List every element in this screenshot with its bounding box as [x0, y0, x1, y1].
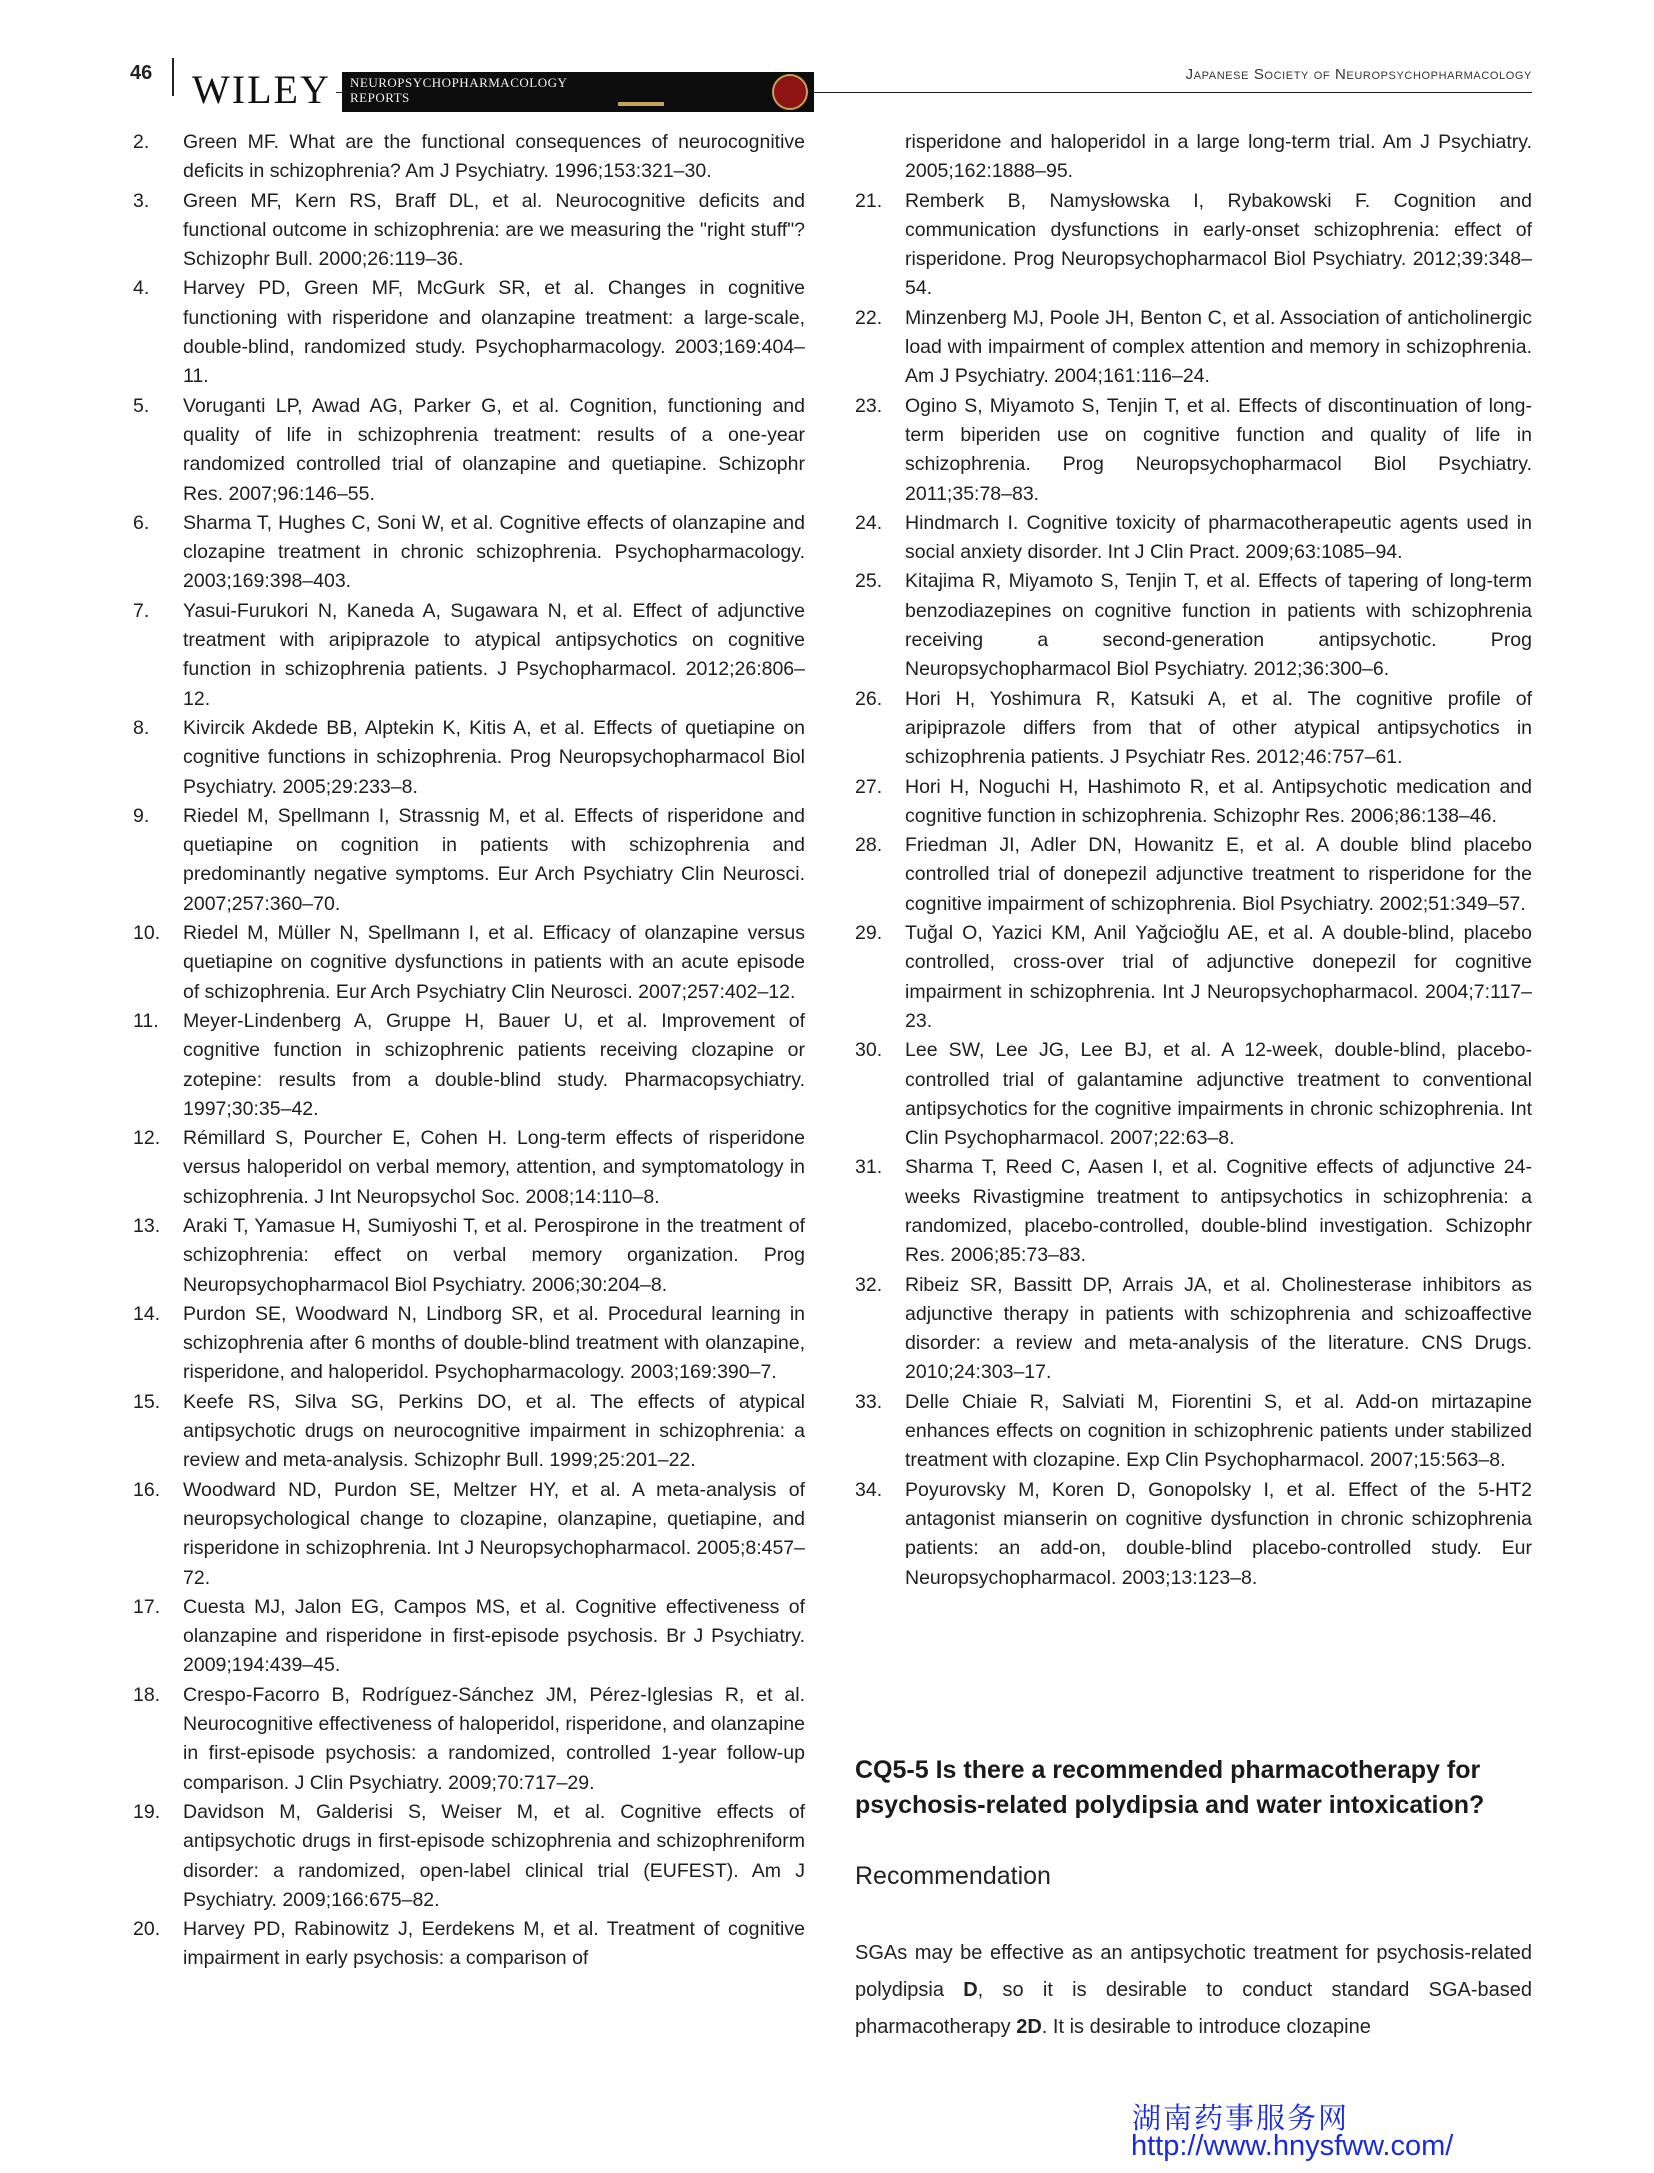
reference-item [855, 685, 1532, 773]
reference-number: 9. [133, 804, 150, 827]
page-header [130, 58, 1532, 118]
reference-text: Green MF, Kern RS, Braff DL, et al. Neurocognitive deficits and functional outcome in schizophrenia: are we measuring the "right stuff"? Schizophr Bull. 2000;26:119–36. [183, 189, 805, 271]
reference-text: Sharma T, Reed C, Aasen I, et al. Cognitive effects of adjunctive 24-weeks Rivastigmine treatment to antipsychotics in schizophrenia: a randomized, placebo-controlled, double-blind investigation. Schizophr Res. 2006;85:73–83. [905, 1156, 1532, 1267]
recommendation-text-part1: SGAs may be effective as an antipsychotic treatment for psychosis-related polydipsia [855, 1942, 1532, 2001]
reference-item [133, 128, 805, 187]
reference-number: 8. [133, 716, 150, 739]
reference-item [133, 714, 805, 802]
reference-text: Meyer-Lindenberg A, Gruppe H, Bauer U, et al. Improvement of cognitive function in schizophrenic patients receiving clozapine or zotepine: results from a double-blind study. Pharmacopsychiatry. 1997;30:35–42. [183, 1009, 805, 1120]
reference-item [133, 919, 805, 1007]
reference-item [133, 1476, 805, 1593]
watermark-chinese: 湖南药事服务网 [1132, 2101, 1350, 2135]
reference-number: 21. [855, 189, 883, 212]
society-seal-icon [772, 74, 808, 110]
reference-text: Riedel M, Müller N, Spellmann I, et al. Efficacy of olanzapine versus quetiapine on cognitive dysfunctions in patients with an acute episode of schizophrenia. Eur Arch Psychiatry Clin Neurosci. 2007;257:402–12. [183, 922, 805, 1003]
reference-item [133, 1915, 805, 1974]
reference-text: Friedman JI, Adler DN, Howanitz E, et al. A double blind placebo controlled trial of donepezil adjunctive treatment to risperidone for the cognitive impairment of schizophrenia. Biol Psychiatry. 2002;51:349–57. [905, 834, 1532, 915]
reference-number: 22. [855, 306, 883, 329]
reference-continuation: risperidone and haloperidol in a large long-term trial. Am J Psychiatry. 2005;162:1888–95. [905, 131, 1532, 183]
reference-text: Voruganti LP, Awad AG, Parker G, et al. Cognition, functioning and quality of life in schizophrenia treatment: results of a one-year randomized controlled trial of olanzapine and quetiapine. Schizophr Res. 2007;96:146–55. [183, 394, 805, 505]
recommendation-grade: 2D [1016, 2016, 1042, 2038]
reference-text: Sharma T, Hughes C, Soni W, et al. Cognitive effects of olanzapine and clozapine treatment in chronic schizophrenia. Psychopharmacology. 2003;169:398–403. [183, 511, 805, 593]
references-left-column [133, 128, 805, 1974]
reference-item [855, 304, 1532, 392]
reference-number: 18. [133, 1683, 161, 1706]
reference-number: 17. [133, 1595, 161, 1618]
reference-text: Ribeiz SR, Bassitt DP, Arrais JA, et al. Cholinesterase inhibitors as adjunctive therapy in patients with schizophrenia and schizoaffective disorder: a review and meta-analysis of the literature. CNS Drugs. 2010;24:303–17. [905, 1273, 1532, 1384]
reference-item [133, 274, 805, 391]
recommendation-text-part3: . It is desirable to introduce clozapine [1041, 2016, 1371, 2038]
reference-item [855, 1153, 1532, 1270]
reference-number: 4. [133, 277, 150, 300]
publisher-logo: WILEY [192, 67, 331, 112]
reference-number: 3. [133, 189, 150, 212]
reference-text: Harvey PD, Rabinowitz J, Eerdekens M, et al. Treatment of cognitive impairment in early psychosis: a comparison of [183, 1918, 805, 1970]
reference-text: Delle Chiaie R, Salviati M, Fiorentini S, et al. Add-on mirtazapine enhances effects on cognition in schizophrenic patients under stabilized treatment with clozapine. Exp Clin Psychopharmacol. 2007;15:563–8. [905, 1390, 1532, 1472]
reference-number: 26. [855, 687, 883, 710]
reference-number: 11. [133, 1009, 159, 1032]
reference-item [133, 1798, 805, 1915]
references-right-list [855, 187, 1532, 1593]
reference-text: Harvey PD, Green MF, McGurk SR, et al. Changes in cognitive functioning with risperidone and olanzapine treatment: a large-scale, double-blind, randomized study. Psychopharmacology. 2003;169:404–11. [183, 277, 805, 388]
reference-text: Hindmarch I. Cognitive toxicity of pharmacotherapeutic agents used in social anxiety disorder. Int J Clin Pract. 2009;63:1085–94. [905, 511, 1532, 564]
watermark-url[interactable]: http://www.hnysfww.com/ [1131, 2130, 1454, 2162]
reference-number: 7. [133, 599, 150, 622]
reference-text: Woodward ND, Purdon SE, Meltzer HY, et al. A meta-analysis of neuropsychological change to clozapine, olanzapine, quetiapine, and risperidone in schizophrenia. Int J Neuropsychopharmacol. 2005;8:457–72. [183, 1478, 805, 1589]
reference-text: Lee SW, Lee JG, Lee BJ, et al. A 12-week, double-blind, placebo-controlled trial of galantamine adjunctive treatment to conventional antipsychotics for the cognitive impairments in chronic schizophrenia. Int Clin Psychopharmacol. 2007;22:63–8. [905, 1039, 1532, 1150]
reference-text: Purdon SE, Woodward N, Lindborg SR, et al. Procedural learning in schizophrenia after 6 months of double-blind treatment with olanzapine, risperidone, and haloperidol. Psychopharmacology. 2003;169:390–7. [183, 1302, 805, 1384]
journal-title [350, 75, 567, 105]
society-name: Japanese Society of Neuropsychopharmacology [1185, 66, 1532, 83]
reference-text: Ogino S, Miyamoto S, Tenjin T, et al. Effects of discontinuation of long-term biperiden use on cognitive function and quality of life in schizophrenia. Prog Neuropsychopharmacol Biol Psychiatry. 2011;35:78–83. [905, 394, 1532, 505]
reference-number: 19. [133, 1800, 161, 1823]
reference-item [133, 1124, 805, 1212]
reference-number: 5. [133, 394, 150, 417]
reference-number: 29. [855, 922, 883, 945]
recommendation-text-part2: , so it is desirable to conduct standard SGA-based pharmacotherapy [855, 1979, 1532, 2038]
reference-item [855, 187, 1532, 304]
reference-number: 16. [133, 1478, 161, 1501]
reference-number: 32. [855, 1273, 883, 1296]
reference-item [855, 1476, 1532, 1593]
reference-text: Remberk B, Namysłowska I, Rybakowski F. Cognition and communication dysfunctions in early-onset schizophrenia: effect of risperidone. Prog Neuropsychopharmacol Biol Psychiatry. 2012;39:348–54. [905, 189, 1532, 300]
reference-number: 10. [133, 922, 161, 945]
header-divider [172, 58, 174, 96]
reference-item [855, 1036, 1532, 1153]
journal-badge [342, 72, 814, 112]
evidence-grade: D [963, 1979, 978, 2001]
reference-text: Riedel M, Spellmann I, Strassnig M, et al. Effects of risperidone and quetiapine on cognition in patients with schizophrenia and predominantly negative symptoms. Eur Arch Psychiatry Clin Neurosci. 2007;257:360–70. [183, 804, 805, 915]
journal-title-line2: REPORTS [350, 90, 410, 105]
reference-number: 34. [855, 1478, 883, 1501]
journal-logo-bar [618, 102, 664, 106]
reference-item [133, 597, 805, 714]
reference-text: Cuesta MJ, Jalon EG, Campos MS, et al. Cognitive effectiveness of olanzapine and risperidone in first-episode psychosis. Br J Psychiatry. 2009;194:439–45. [183, 1595, 805, 1677]
reference-number: 14. [133, 1302, 161, 1325]
reference-number: 33. [855, 1390, 883, 1413]
reference-item [855, 1271, 1532, 1388]
page-number: 46 [130, 62, 153, 84]
reference-item [133, 1007, 805, 1124]
reference-number: 23. [855, 394, 883, 417]
reference-item [855, 773, 1532, 832]
section-title: CQ5-5 Is there a recommended pharmacotherapy for psychosis-related polydipsia and water intoxication? [855, 1756, 1485, 1819]
reference-number: 27. [855, 775, 883, 798]
reference-text: Hori H, Yoshimura R, Katsuki A, et al. The cognitive profile of aripiprazole differs from that of other atypical antipsychotics in schizophrenia patients. J Psychiatr Res. 2012;46:757–61. [905, 687, 1532, 769]
reference-item [133, 1681, 805, 1798]
reference-item [855, 567, 1532, 684]
reference-item [855, 509, 1532, 568]
reference-item [855, 919, 1532, 1036]
reference-item [133, 1593, 805, 1681]
reference-item [133, 1212, 805, 1300]
reference-text: Poyurovsky M, Koren D, Gonopolsky I, et al. Effect of the 5-HT2 antagonist mianserin on cognitive dysfunction in chronic schizophrenia patients: an add-on, double-blind placebo-controlled study. Eur Neuropsychopharmacol. 2003;13:123–8. [905, 1478, 1532, 1589]
section-subtitle: Recommendation [855, 1862, 1051, 1890]
reference-number: 31. [855, 1156, 883, 1179]
reference-number: 24. [855, 511, 883, 534]
reference-text: Green MF. What are the functional consequences of neurocognitive deficits in schizophrenia? Am J Psychiatry. 1996;153:321–30. [183, 131, 805, 183]
recommendation-text [855, 1935, 1532, 2046]
reference-text: Kitajima R, Miyamoto S, Tenjin T, et al. Effects of tapering of long-term benzodiazepines on cognitive function in patients with schizophrenia receiving a second-generation antipsychotic. Prog Neuropsychopharmacol Biol Psychiatry. 2012;36:300–6. [905, 570, 1532, 681]
reference-item [133, 509, 805, 597]
reference-number: 15. [133, 1390, 161, 1413]
journal-title-line1: NEUROPSYCHOPHARMACOLOGY [350, 75, 568, 90]
reference-text: Minzenberg MJ, Poole JH, Benton C, et al. Association of anticholinergic load with impairment of complex attention and memory in schizophrenia. Am J Psychiatry. 2004;161:116–24. [905, 306, 1532, 388]
reference-number: 13. [133, 1214, 161, 1237]
reference-number: 6. [133, 511, 150, 534]
references-right-column [855, 128, 1532, 1593]
reference-text: Araki T, Yamasue H, Sumiyoshi T, et al. Perospirone in the treatment of schizophrenia: effect on verbal memory organization. Prog Neuropsychopharmacol Biol Psychiatry. 2006;30:204–8. [183, 1214, 805, 1296]
reference-text: Kivircik Akdede BB, Alptekin K, Kitis A, et al. Effects of quetiapine on cognitive functions in schizophrenia. Prog Neuropsychopharmacol Biol Psychiatry. 2005;29:233–8. [183, 716, 805, 798]
reference-text: Davidson M, Galderisi S, Weiser M, et al. Cognitive effects of antipsychotic drugs in first-episode schizophrenia and schizophreniform disorder: a randomized, open-label clinical trial (EUFEST). Am J Psychiatry. 2009;166:675–82. [183, 1800, 805, 1911]
reference-item [133, 392, 805, 509]
reference-number: 2. [133, 131, 150, 153]
reference-item [855, 392, 1532, 509]
reference-number: 25. [855, 570, 883, 593]
reference-number: 28. [855, 834, 883, 857]
reference-item [855, 1388, 1532, 1476]
reference-number: 30. [855, 1039, 883, 1062]
reference-text: Rémillard S, Pourcher E, Cohen H. Long-term effects of risperidone versus haloperidol on verbal memory, attention, and symptomatology in schizophrenia. J Int Neuropsychol Soc. 2008;14:110–8. [183, 1127, 805, 1208]
reference-item [133, 1300, 805, 1388]
reference-number: 20. [133, 1918, 161, 1941]
reference-item [133, 1388, 805, 1476]
reference-item [133, 802, 805, 919]
reference-number: 12. [133, 1127, 161, 1150]
reference-text: Hori H, Noguchi H, Hashimoto R, et al. Antipsychotic medication and cognitive function in schizophrenia. Schizophr Res. 2006;86:138–46. [905, 775, 1532, 827]
reference-text: Keefe RS, Silva SG, Perkins DO, et al. The effects of atypical antipsychotic drugs on neurocognitive impairment in schizophrenia: a review and meta-analysis. Schizophr Bull. 1999;25:201–22. [183, 1390, 805, 1472]
reference-text: Crespo-Facorro B, Rodríguez-Sánchez JM, Pérez-Iglesias R, et al. Neurocognitive effectiveness of haloperidol, risperidone, and olanzapine in first-episode psychosis: a randomized, controlled 1-year follow-up comparison. J Clin Psychiatry. 2009;70:717–29. [183, 1683, 805, 1794]
reference-item [855, 831, 1532, 919]
reference-text: Yasui-Furukori N, Kaneda A, Sugawara N, et al. Effect of adjunctive treatment with aripiprazole to atypical antipsychotics on cognitive function in schizophrenia patients. J Psychopharmacol. 2012;26:806–12. [183, 599, 805, 710]
reference-item [133, 187, 805, 275]
reference-text: Tuğal O, Yazici KM, Anil Yağcioğlu AE, et al. A double-blind, placebo controlled, cross-over trial of adjunctive donepezil for cognitive impairment in schizophrenia. Int J Neuropsychopharmacol. 2004;7:117–23. [905, 922, 1532, 1032]
